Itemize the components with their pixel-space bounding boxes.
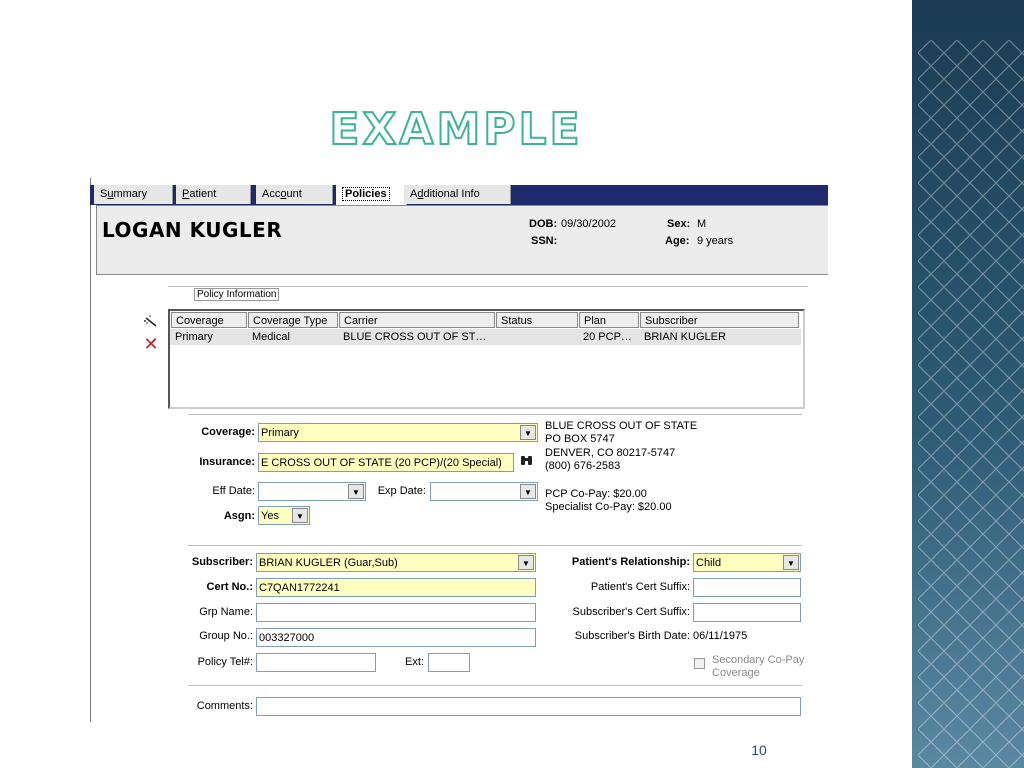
carrier-address-line-4: (800) 676-2583	[545, 460, 621, 472]
policy-tel-field[interactable]	[256, 653, 376, 672]
eff-date-label: Eff Date:	[212, 485, 255, 497]
tab-additional-info[interactable]	[404, 185, 511, 204]
grp-name-label: Grp Name:	[199, 606, 253, 618]
cert-no-label: Cert No.:	[206, 581, 253, 593]
cert-no-field[interactable]: C7QAN1772241	[256, 578, 536, 597]
chevron-down-icon[interactable]: ▼	[520, 425, 536, 440]
ssn-label: SSN:	[531, 235, 558, 247]
coverage-label: Coverage:	[201, 426, 255, 438]
carrier-address-line-1: BLUE CROSS OUT OF STATE	[545, 420, 698, 432]
subscriber-label: Subscriber:	[191, 556, 253, 568]
tab-additional-info-text-rest: ditional Info	[423, 188, 480, 200]
sex-value: M	[697, 218, 707, 230]
ext-field[interactable]	[428, 653, 470, 672]
group-no-field[interactable]: 003327000	[256, 628, 536, 647]
insurance-label: Insurance:	[199, 456, 255, 468]
dob-value: 09/30/2002	[561, 218, 617, 230]
col-plan[interactable]: Plan	[579, 312, 639, 328]
col-coverage-type[interactable]: Coverage Type	[248, 312, 338, 328]
col-carrier[interactable]: Carrier	[339, 312, 495, 328]
chevron-down-icon[interactable]: ▼	[348, 484, 364, 499]
subscriber-birth-date-value: 06/11/1975	[693, 630, 748, 642]
subscriber-cert-suffix-field[interactable]	[693, 603, 801, 622]
row-subscriber[interactable]: BRIAN KUGLER	[644, 331, 726, 343]
binoculars-icon[interactable]	[518, 451, 536, 469]
section-separator	[188, 685, 802, 686]
tab-account-accel: o	[280, 188, 287, 200]
tab-additional-info-text: A	[410, 188, 418, 200]
patient-header	[96, 205, 828, 275]
tab-bar	[90, 185, 828, 205]
relationship-select[interactable]: Child	[693, 553, 801, 572]
subscriber-birth-date-label: Subscriber's Birth Date:	[574, 630, 690, 642]
asgn-label: Asgn:	[223, 510, 255, 522]
chevron-down-icon[interactable]: ▼	[520, 484, 536, 499]
subscriber-cert-suffix-label: Subscriber's Cert Suffix:	[572, 606, 690, 618]
app-window	[90, 178, 828, 722]
ext-label: Ext:	[405, 656, 424, 668]
patient-cert-suffix-label: Patient's Cert Suffix:	[590, 581, 690, 593]
insurance-field[interactable]: E CROSS OUT OF STATE (20 PCP)/(20 Special)	[258, 453, 514, 472]
specialist-copay: Specialist Co-Pay: $20.00	[545, 501, 672, 513]
patient-name: LOGAN KUGLER	[102, 218, 283, 242]
policy-grid	[168, 309, 805, 409]
tab-summary-text: S	[100, 188, 108, 200]
secondary-copay-checkbox[interactable]	[694, 658, 705, 669]
tab-patient-accel: P	[182, 188, 190, 200]
row-carrier[interactable]: BLUE CROSS OUT OF ST…	[343, 331, 487, 343]
tab-patient[interactable]	[176, 185, 251, 204]
delete-x-icon[interactable]: ✕	[143, 334, 159, 354]
tab-account-text-rest: unt	[286, 188, 302, 200]
edit-wand-icon[interactable]	[142, 312, 160, 330]
tab-account-text: Acc	[262, 188, 281, 200]
chevron-down-icon[interactable]: ▼	[292, 508, 308, 523]
age-value: 9 years	[697, 235, 734, 247]
policy-info-legend: Policy Information	[194, 288, 279, 301]
chevron-down-icon[interactable]: ▼	[518, 555, 534, 570]
sex-label: Sex:	[667, 218, 691, 230]
slide-side-panel	[912, 0, 1024, 768]
row-plan[interactable]: 20 PCP…	[583, 331, 632, 343]
tab-summary-text-rest: mmary	[113, 188, 148, 200]
carrier-address-line-3: DENVER, CO 80217-5747	[545, 447, 676, 459]
diamond-pattern-decoration	[918, 40, 1024, 768]
chevron-down-icon[interactable]: ▼	[783, 555, 799, 570]
grp-name-field[interactable]	[256, 603, 536, 622]
tab-additional-info-accel: d	[417, 188, 424, 200]
pcp-copay: PCP Co-Pay: $20.00	[545, 488, 647, 500]
col-subscriber[interactable]: Subscriber	[640, 312, 799, 328]
slide-number: 10	[751, 742, 767, 758]
row-coverage[interactable]: Primary	[175, 331, 213, 343]
tab-policies-text: Policies	[342, 187, 390, 201]
tab-patient-text-rest: atient	[189, 188, 217, 200]
row-status[interactable]	[496, 329, 500, 345]
tab-policies[interactable]	[336, 185, 407, 205]
policy-info-group-line	[168, 286, 808, 287]
relationship-label: Patient's Relationship:	[571, 556, 690, 568]
tab-summary-accel: u	[107, 188, 114, 200]
carrier-address-line-2: PO BOX 5747	[545, 433, 615, 445]
comments-label: Comments:	[196, 700, 253, 712]
age-label: Age:	[665, 235, 690, 247]
secondary-copay-label-line-2: Coverage	[712, 667, 760, 679]
tab-account[interactable]	[256, 185, 333, 204]
section-separator	[188, 414, 802, 415]
tab-summary[interactable]	[94, 185, 173, 204]
slide-title: EXAMPLE	[329, 104, 583, 155]
col-coverage[interactable]: Coverage	[171, 312, 247, 328]
section-separator	[188, 545, 802, 546]
patient-cert-suffix-field[interactable]	[693, 578, 801, 597]
group-no-label: Group No.:	[199, 630, 253, 642]
row-coverage-type[interactable]: Medical	[252, 331, 290, 343]
col-status[interactable]: Status	[496, 312, 578, 328]
asgn-select[interactable]: Yes	[258, 506, 310, 525]
subscriber-select[interactable]: BRIAN KUGLER (Guar,Sub)	[256, 553, 536, 572]
comments-field[interactable]	[256, 697, 801, 716]
exp-date-label: Exp Date:	[377, 485, 426, 497]
coverage-select[interactable]: Primary	[258, 423, 538, 442]
secondary-copay-label-line-1: Secondary Co-Pay	[712, 654, 805, 666]
dob-label: DOB:	[529, 218, 558, 230]
policy-tel-label: Policy Tel#:	[197, 656, 253, 668]
window-left-border	[90, 178, 91, 722]
